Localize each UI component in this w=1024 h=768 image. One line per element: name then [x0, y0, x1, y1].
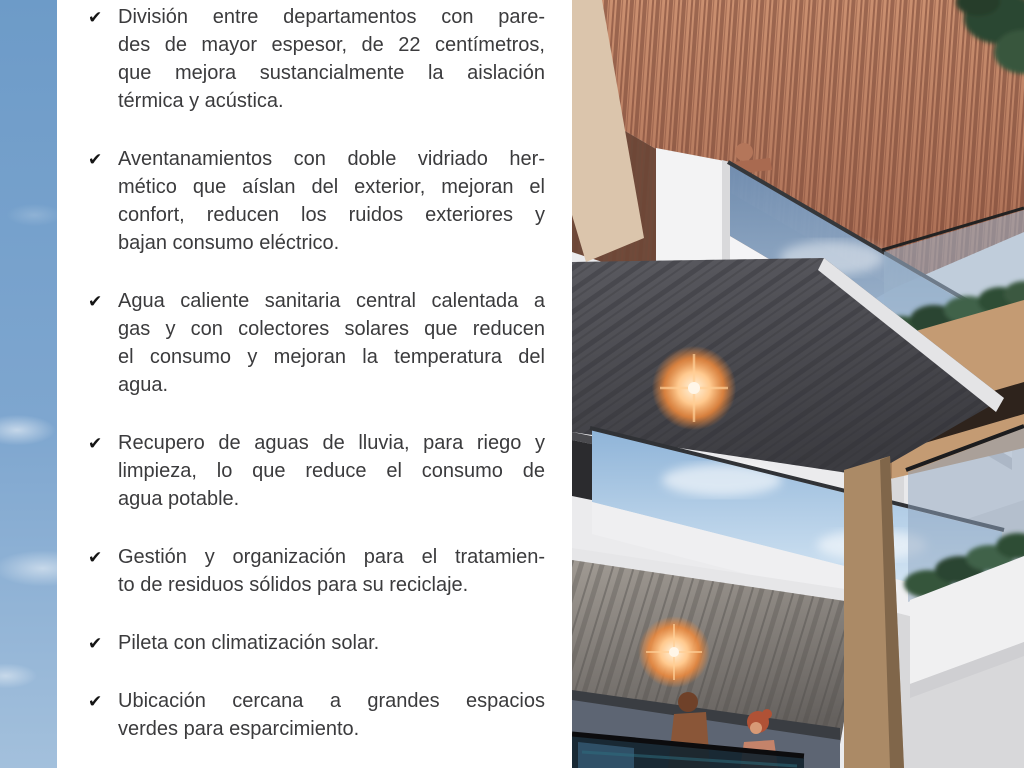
feature-text [118, 687, 545, 743]
feature-line: el consumo y mejoran la temperatura del [118, 346, 545, 368]
feature-item [88, 543, 545, 599]
feature-line: to de residuos sólidos para su reciclaje. [118, 574, 469, 596]
check-icon: ✔ [88, 434, 103, 453]
sky-photo-strip [0, 0, 57, 768]
feature-line: Gestión y organización para el tratamien- [118, 546, 545, 568]
feature-line: Aventanamientos con doble vidriado her- [118, 148, 545, 170]
downlight-glow-lower [628, 606, 720, 698]
feature-text [118, 429, 545, 513]
building-render-photo [572, 0, 1024, 768]
feature-item [88, 145, 545, 257]
feature-line: verdes para esparcimiento. [118, 718, 360, 740]
feature-line: confort, reducen los ruidos exteriores y [118, 204, 545, 226]
feature-item [88, 3, 545, 115]
feature-line: agua. [118, 374, 169, 396]
feature-text [118, 3, 545, 115]
check-icon: ✔ [88, 692, 103, 711]
check-icon: ✔ [88, 150, 103, 169]
feature-line: que mejora sustancialmente la aislación [118, 62, 545, 84]
feature-text [118, 287, 545, 399]
feature-item [88, 629, 545, 657]
check-icon: ✔ [88, 292, 103, 311]
feature-line: Ubicación cercana a grandes espacios [118, 690, 545, 712]
feature-line: agua potable. [118, 488, 240, 510]
check-icon: ✔ [88, 548, 103, 567]
feature-item [88, 429, 545, 513]
features-list [88, 0, 545, 743]
check-icon: ✔ [88, 634, 103, 653]
feature-text [118, 145, 545, 257]
feature-line: des de mayor espesor, de 22 centímetros, [118, 34, 545, 56]
features-column [88, 0, 545, 768]
glass-reflection [662, 464, 782, 496]
feature-line: Recupero de aguas de lluvia, para riego y [118, 432, 545, 454]
feature-line: térmica y acústica. [118, 90, 284, 112]
feature-line: mético que aíslan del exterior, mejoran el [118, 176, 545, 198]
downlight-glow-upper [640, 334, 748, 442]
feature-text [118, 543, 545, 599]
feature-item [88, 287, 545, 399]
feature-line: limpieza, lo que reduce el consumo de [118, 460, 545, 482]
feature-line: División entre departamentos con pare- [118, 6, 545, 28]
feature-line: Agua caliente sanitaria central calentada a [118, 290, 545, 312]
feature-line: gas y con colectores solares que reducen [118, 318, 545, 340]
feature-item [88, 687, 545, 743]
feature-line: bajan consumo eléctrico. [118, 232, 340, 254]
feature-line: Pileta con climatización solar. [118, 632, 380, 654]
check-icon: ✔ [88, 8, 103, 27]
feature-text [118, 629, 545, 657]
